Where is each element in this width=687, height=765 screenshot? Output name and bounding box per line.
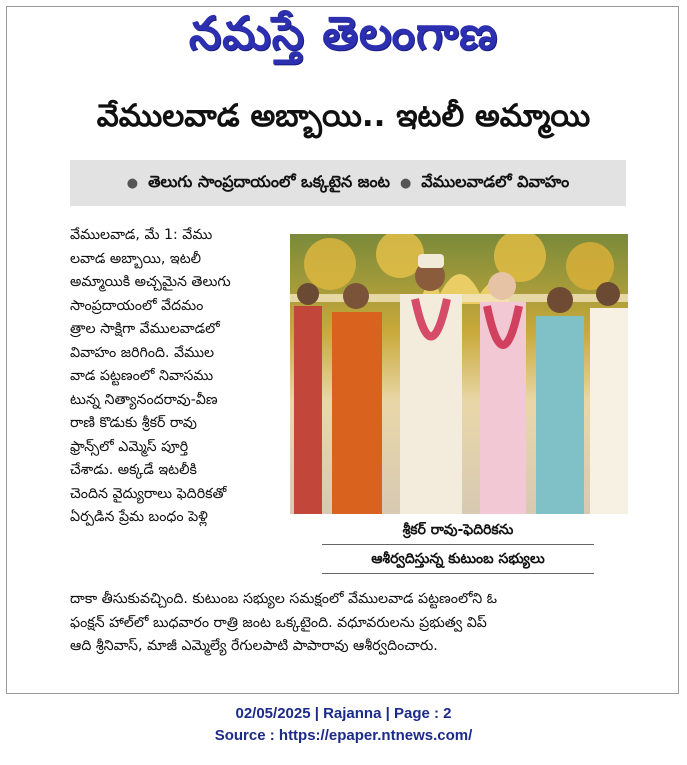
source-footer <box>0 703 687 747</box>
subheadline-item-2: వేములవాడలో వివాహం <box>421 171 570 191</box>
caption-line-1: శ్రీకర్ రావు-ఫెదిరికను <box>322 516 594 545</box>
newspaper-masthead: నమస్తే తెలంగాణ <box>188 6 499 60</box>
wedding-photo <box>290 234 628 514</box>
subheadline-item-1: తెలుగు సాంప్రదాయంలో ఒక్కటైన జంట <box>148 171 390 191</box>
bullet-icon: ● <box>399 175 412 191</box>
article-subheadline-bar <box>70 160 626 206</box>
bullet-icon: ● <box>126 175 139 191</box>
photo-caption <box>322 516 594 574</box>
footer-date-page: 02/05/2025 | Rajanna | Page : 2 <box>235 705 452 722</box>
article-body-continuation: దాకా తీసుకువచ్చింది. కుటుంబ సభ్యుల సమక్షంలో వేములవాడ పట్టణంలోని ఓ ఫంక్షన్ హాల్‌లో బుధవారం రాత్రి జంట ఒక్కటైంది. వధూవరులను ప్రభుత్వ విప్ ఆది శ్రీనివాస్, మాజీ ఎమ్మెల్యే రేగులపాటి పాపారావు ఆశీర్వదించారు. <box>70 591 498 654</box>
caption-line-2: ఆశీర్వదిస్తున్న కుటుంబ సభ్యులు <box>322 545 594 574</box>
article-body-column: వేములవాడ, మే 1: వేము లవాడ అబ్బాయి, ఇటలీ అమ్మాయికి అచ్చమైన తెలుగు సాంప్రదాయంలో వేదమం త్రాల సాక్షిగా వేములవాడలో వివాహం జరిగింది. వేముల వాడ పట్టణంలో నివాసము టున్న నిత్యానందరావు-వీణ రాణి కొడుకు శ్రీకర్ రావు ఫ్రాన్స్‌లో ఎమ్మెస్ పూర్తి చేశాడు. అక్కడే ఇటలీకి చెందిన వైద్యురాలు ఫెదిరికతో ఏర్పడిన ప్రేమ బంధం పెళ్లి <box>70 227 231 525</box>
wedding-photo-illustration <box>290 234 628 514</box>
article-headline: వేములవాడ అబ్బాయి.. ఇటలీ అమ్మాయి <box>96 98 591 134</box>
footer-source-url: Source : https://epaper.ntnews.com/ <box>214 727 473 744</box>
